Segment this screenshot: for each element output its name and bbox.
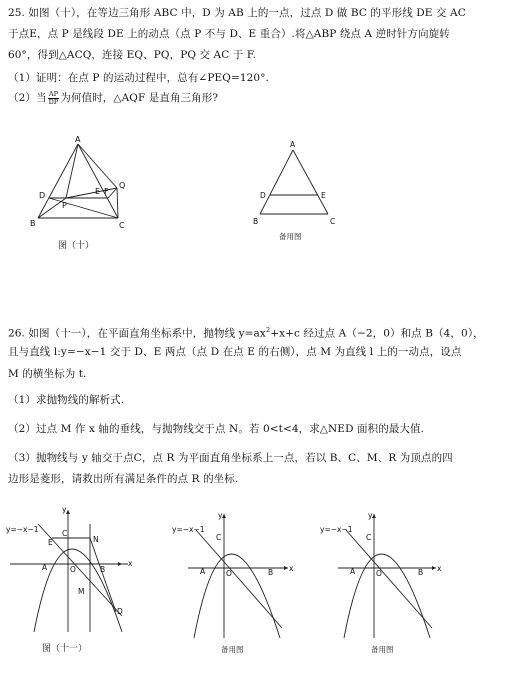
y-axis-arrow-icon xyxy=(222,514,226,518)
q26-figure-11-caption: 图（十一） xyxy=(42,644,88,654)
q26-part-1: （1）求抛物线的解析式. xyxy=(8,394,125,406)
q25-figure-10 xyxy=(24,136,144,236)
q25-line-3: 60°，得到△ACQ，连接 EQ、PQ，PQ 交 AC 于 F. xyxy=(8,49,257,61)
q26-part-3b: 边形是菱形，请救出所有满足条件的点 R 的坐标. xyxy=(8,473,239,485)
q25-part-2-suffix: 为何值时，△AQF 是直角三角形? xyxy=(60,92,219,104)
segment-dc xyxy=(49,198,118,218)
q26-spare-figure-1 xyxy=(168,510,300,642)
parabola xyxy=(344,554,430,638)
label-x: x xyxy=(437,564,442,573)
label-x: x xyxy=(128,559,133,568)
label-a: A xyxy=(200,567,206,576)
label-o: O xyxy=(70,565,76,574)
line-l xyxy=(196,530,282,628)
segment-ab xyxy=(38,144,78,218)
label-c: C xyxy=(330,217,336,226)
label-o: O xyxy=(226,569,232,578)
segment-ac xyxy=(78,144,118,218)
q26-line-1-sup: 2 xyxy=(265,326,271,334)
label-a: A xyxy=(350,567,356,576)
segment-cq xyxy=(117,188,118,218)
label-y: y xyxy=(368,511,373,520)
q26-spare-figure-1-caption: 备用图 xyxy=(221,645,244,654)
q25-line-2: 于点E，点 P 是线段 DE 上的动点（点 P 不与 D、E 重合）.将△ABP 绕点 A 逆时针方向旋转 xyxy=(8,28,450,40)
q26-spare-figure-2-caption: 备用图 xyxy=(371,645,394,654)
y-axis-arrow-icon xyxy=(66,510,70,514)
label-d: D xyxy=(117,607,123,616)
segment-ap xyxy=(66,144,78,198)
q26-part-2: （2）过点 M 作 x 轴的垂线，与抛物线交于点 N。若 0<t<4，求△NED 面积的最大值. xyxy=(8,423,425,435)
segment-aq xyxy=(78,144,117,188)
label-d: D xyxy=(260,191,266,200)
q26-line-1-a: 26. 如图（十一），在平面直角坐标系中，抛物线 y=ax xyxy=(8,327,266,340)
q25-part-2 xyxy=(8,91,218,105)
y-axis-arrow-icon xyxy=(372,514,376,518)
parabola xyxy=(194,554,280,638)
x-axis-arrow-icon xyxy=(284,566,288,570)
q26-line-1 xyxy=(8,323,484,341)
label-c: C xyxy=(62,529,68,538)
fraction-numerator: AP xyxy=(48,90,59,98)
q26-part-3a: （3）抛物线与 y 轴交于点C，点 R 为平面直角坐标系上一点，若以 B、C、M、R 为顶点的四 xyxy=(8,452,453,464)
label-b: B xyxy=(100,565,106,574)
segment-nd xyxy=(90,538,116,612)
q26-line-1-b: +x+c 经过点 A（−2，0）和点 B（4，0）， xyxy=(270,327,484,340)
x-axis-arrow-icon xyxy=(118,562,122,566)
line-l xyxy=(346,530,432,628)
label-b: B xyxy=(30,219,36,228)
q25-spare-figure xyxy=(244,138,354,238)
q26-figure-11 xyxy=(4,504,136,636)
fraction-denominator: DP xyxy=(48,97,59,106)
label-x: x xyxy=(289,564,294,573)
q25-spare-figure-caption: 备用图 xyxy=(279,232,302,241)
segment-ab xyxy=(260,150,293,214)
label-y: y xyxy=(62,505,67,514)
line-equation-label: y=−x−1 xyxy=(320,525,353,534)
label-a: A xyxy=(42,563,48,572)
q26-line-2: 且与直线 l:y=−x−1 交于 D、E 两点（点 D 在点 E 的右侧），点 M 为直线 l 上的一动点，设点 xyxy=(8,346,462,358)
label-b: B xyxy=(268,568,274,577)
q25-figure-10-caption: 图（十） xyxy=(58,241,95,251)
line-equation-label: y=−x−1 xyxy=(6,525,39,534)
label-m: M xyxy=(78,587,85,596)
x-axis-arrow-icon xyxy=(432,566,436,570)
label-e: E xyxy=(95,187,101,196)
label-f: F xyxy=(104,187,109,196)
label-a: A xyxy=(75,136,81,144)
label-e: E xyxy=(321,191,326,200)
label-c: C xyxy=(366,533,372,542)
label-c: C xyxy=(119,221,125,230)
q25-line-1: 25. 如图（十），在等边三角形 ABC 中，D 为 AB 上的一点，过点 D 做 BC 的平形线 DE 交 AC xyxy=(8,7,466,19)
label-c: C xyxy=(216,533,222,542)
q25-fraction xyxy=(48,91,60,105)
label-b: B xyxy=(418,568,424,577)
label-q: Q xyxy=(119,181,126,190)
label-n: N xyxy=(93,535,99,544)
q25-part-1: （1）证明：在点 P 的运动过程中，总有∠PEQ=120°. xyxy=(8,72,269,84)
label-a: A xyxy=(290,140,296,149)
segment-ac xyxy=(293,150,328,214)
label-e: E xyxy=(48,538,53,547)
label-o: O xyxy=(376,569,382,578)
q26-line-3: M 的横坐标为 t. xyxy=(8,368,87,380)
label-y: y xyxy=(218,511,223,520)
q25-part-2-prefix: （2）当 xyxy=(8,92,47,104)
label-p: P xyxy=(62,201,67,210)
label-b: B xyxy=(253,217,259,226)
line-equation-label: y=−x−1 xyxy=(172,525,205,534)
label-d: D xyxy=(39,191,46,200)
q26-spare-figure-2 xyxy=(318,510,450,642)
